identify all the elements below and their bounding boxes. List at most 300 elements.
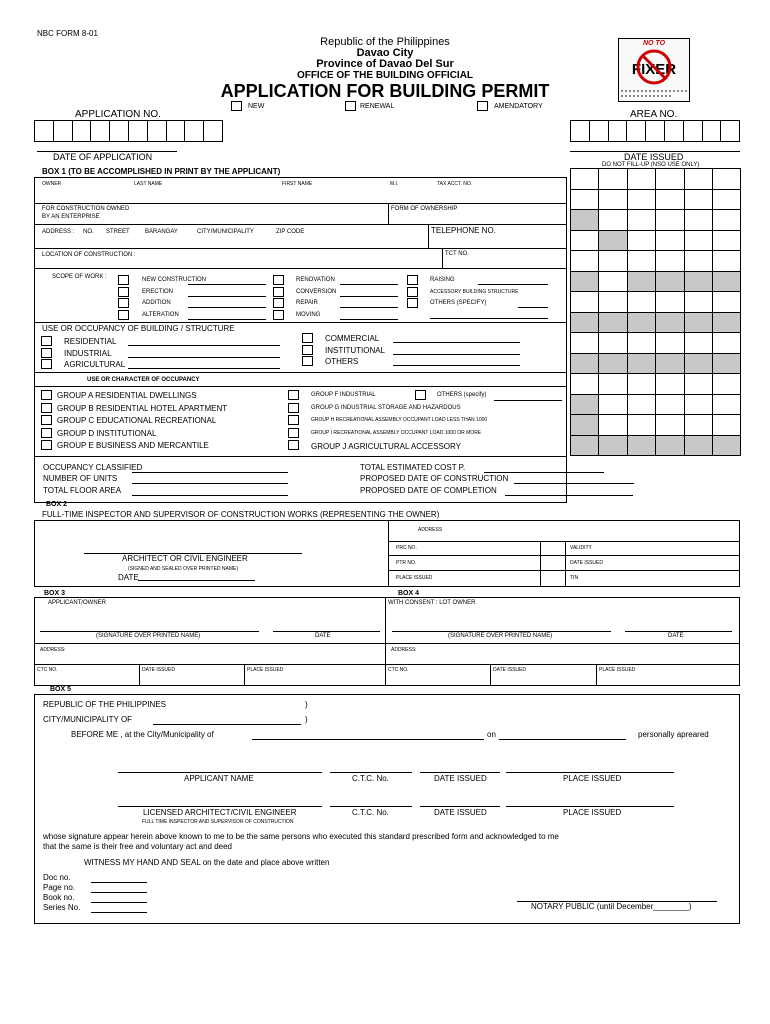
nso-grid-cell	[570, 332, 599, 354]
scope-checkbox[interactable]	[118, 275, 129, 285]
nso-grid-cell	[627, 394, 656, 416]
renewal-checkbox[interactable]	[345, 101, 356, 111]
scope-detail-field[interactable]	[340, 319, 398, 320]
licensed-ctc-label: C.T.C. No.	[352, 808, 389, 817]
total-cost-label: TOTAL ESTIMATED COST P.	[360, 463, 466, 472]
nso-grid-cell	[570, 353, 599, 375]
area-no-digit[interactable]	[626, 120, 646, 142]
application-no-digit[interactable]	[166, 120, 186, 142]
validity-label: VALIDITY	[570, 545, 592, 551]
nso-grid-cell	[627, 435, 656, 457]
on-text: on	[487, 730, 496, 739]
nso-grid-cell	[627, 230, 656, 252]
use-checkbox[interactable]	[302, 356, 313, 366]
nso-grid-cell	[712, 414, 741, 436]
total-floor-area-field[interactable]	[132, 495, 288, 496]
nso-grid-cell	[684, 291, 713, 313]
box4-title: BOX 4	[398, 590, 420, 597]
nso-grid-cell	[684, 250, 713, 272]
nso-grid-cell	[684, 168, 713, 190]
application-no-digit[interactable]	[147, 120, 167, 142]
nso-grid-cell	[627, 189, 656, 211]
nso-grid-cell	[598, 291, 627, 313]
location-label: LOCATION OF CONSTRUCTION :	[42, 252, 136, 258]
full-time-inspector-label: FULL TIME INSPECTOR AND SUPERVISOR OF CONSTRUCTION	[142, 819, 294, 825]
scope-option-label: RAISING	[430, 277, 455, 283]
box3-place-issued-label: PLACE ISSUED	[247, 667, 284, 673]
others-specify-field2[interactable]	[430, 318, 548, 319]
nso-grid-cell	[712, 271, 741, 293]
street-label: STREET	[106, 229, 130, 235]
nso-grid-cell	[627, 332, 656, 354]
series-no-label: Series No.	[43, 903, 81, 912]
nso-grid-cell	[655, 291, 684, 313]
address-label: ADDRESS :	[42, 229, 75, 235]
area-no-digit[interactable]	[589, 120, 609, 142]
scope-checkbox[interactable]	[273, 275, 284, 285]
application-no-digit[interactable]	[53, 120, 73, 142]
nso-grid-cell	[598, 394, 627, 416]
use-option-label: OTHERS	[325, 357, 359, 366]
application-no-digit[interactable]	[128, 120, 148, 142]
total-floor-area-label: TOTAL FLOOR AREA	[43, 486, 122, 495]
new-label: NEW	[248, 103, 265, 110]
application-no-digit[interactable]	[109, 120, 129, 142]
scope-detail-field[interactable]	[188, 296, 266, 297]
logo-word: FIXER	[631, 61, 677, 78]
nso-grid-cell	[712, 373, 741, 395]
box4-place-issued-label: PLACE ISSUED	[599, 667, 636, 673]
nso-grid-cell	[627, 414, 656, 436]
applicant-place-issued-label: PLACE ISSUED	[563, 774, 622, 783]
area-no-digit[interactable]	[683, 120, 703, 142]
application-no-digit[interactable]	[72, 120, 92, 142]
group-checkbox[interactable]	[288, 390, 299, 400]
scope-detail-field[interactable]	[188, 319, 266, 320]
scope-detail-field[interactable]	[188, 284, 266, 285]
area-no-digit[interactable]	[570, 120, 590, 142]
total-cost-field[interactable]	[484, 472, 604, 473]
renewal-label: RENEWAL	[360, 103, 395, 110]
applicant-ctc-field[interactable]	[330, 772, 412, 773]
box3-signature-field[interactable]	[40, 631, 259, 632]
box2-date-label: DATE	[118, 573, 139, 582]
use-detail-field[interactable]	[393, 354, 520, 355]
box4-date-issued-label: DATE ISSUED	[493, 667, 526, 673]
application-no-digit[interactable]	[203, 120, 223, 142]
use-option-label: AGRICULTURAL	[64, 360, 126, 369]
box2-address-label: ADDRESS	[418, 527, 443, 533]
nso-grid-cell	[684, 332, 713, 354]
header-city: Davao City	[356, 47, 414, 59]
scope-checkbox[interactable]	[407, 298, 418, 308]
scope-option-label: ERECTION	[142, 288, 174, 295]
mi-label: M.I.	[390, 181, 399, 187]
nso-grid-cell	[684, 373, 713, 395]
nso-grid-cell	[627, 168, 656, 190]
group-option-label: GROUP I RECREATIONAL ASSEMBLY OCCUPANT LOAD 1000 OR MORE	[311, 429, 482, 436]
area-no-digit[interactable]	[664, 120, 684, 142]
scope-option-label: REPAIR	[296, 300, 318, 306]
nso-grid-cell	[627, 250, 656, 272]
nso-grid-cell	[598, 353, 627, 375]
nso-grid-cell	[570, 271, 599, 293]
box2-subtitle: FULL-TIME INSPECTOR AND SUPERVISOR OF CONSTRUCTION WORKS (REPRESENTING THE OWNER)	[42, 510, 440, 519]
nso-grid-cell	[570, 414, 599, 436]
nso-grid-cell	[712, 250, 741, 272]
page-no-label: Page no.	[43, 883, 76, 892]
telephone-label: TELEPHONE NO.	[431, 226, 496, 235]
nso-grid-cell	[627, 291, 656, 313]
date-issued-label: DATE ISSUED	[624, 152, 684, 162]
others-specify-field[interactable]	[518, 307, 548, 308]
scope-option-label: ACCESSORY BUILDING STRUCTURE	[430, 288, 519, 295]
box2-date-issued-label: DATE ISSUED	[570, 560, 603, 566]
occupancy-classified-field[interactable]	[132, 472, 288, 473]
licensed-date-issued-label: DATE ISSUED	[434, 808, 487, 817]
nso-grid-cell	[655, 168, 684, 190]
box3-date-label: DATE	[315, 633, 331, 639]
lot-owner-consent-label: WITH CONSENT : LOT OWNER	[388, 600, 476, 606]
application-no-digit[interactable]	[90, 120, 110, 142]
nso-grid-cell	[655, 209, 684, 231]
box2-place-issued-label: PLACE ISSUED	[396, 575, 433, 581]
city-municipality-label: CITY/MUNICIPALITY	[197, 229, 254, 235]
before-me-date-field[interactable]	[499, 739, 626, 740]
nso-grid-cell	[570, 209, 599, 231]
nso-grid-cell	[598, 332, 627, 354]
scope-option-label: ADDITION	[142, 300, 171, 306]
nso-grid-cell	[598, 271, 627, 293]
nso-note: DO NOT FILL-UP (NSO USE ONLY)	[602, 162, 700, 168]
nso-grid-cell	[684, 353, 713, 375]
doc-no-field[interactable]	[91, 882, 147, 883]
nso-grid-cell	[712, 209, 741, 231]
use-checkbox[interactable]	[302, 333, 313, 343]
use-checkbox[interactable]	[41, 348, 52, 358]
no-fixer-logo	[618, 38, 690, 102]
scope-checkbox[interactable]	[407, 287, 418, 297]
form-code: NBC FORM 8-01	[37, 29, 98, 38]
box5-republic: REPUBLIC OF THE PHILIPPINES	[43, 700, 166, 709]
nso-grid-cell	[627, 271, 656, 293]
nso-grid-cell	[712, 230, 741, 252]
group-checkbox[interactable]	[41, 428, 52, 438]
scope-checkbox[interactable]	[273, 310, 284, 320]
nso-grid-cell	[655, 332, 684, 354]
nso-grid-cell	[712, 332, 741, 354]
nso-grid-cell	[570, 189, 599, 211]
nso-grid-cell	[598, 230, 627, 252]
scope-checkbox[interactable]	[407, 275, 418, 285]
nso-grid-cell	[655, 373, 684, 395]
area-no-digit[interactable]	[702, 120, 722, 142]
nso-grid-cell	[684, 230, 713, 252]
group-checkbox[interactable]	[288, 440, 299, 450]
area-no-digit[interactable]	[720, 120, 740, 142]
applicant-place-issued-field[interactable]	[506, 772, 674, 773]
proposed-construction-label: PROPOSED DATE OF CONSTRUCTION	[360, 474, 509, 483]
nso-grid-cell	[655, 312, 684, 334]
nso-grid-cell	[684, 189, 713, 211]
proposed-completion-label: PROPOSED DATE OF COMPLETION	[360, 486, 497, 495]
new-checkbox[interactable]	[231, 101, 242, 111]
group-option-label: GROUP C EDUCATIONAL RECREATIONAL	[57, 416, 217, 426]
scope-checkbox[interactable]	[118, 310, 129, 320]
group-checkbox[interactable]	[288, 428, 299, 438]
box5-title: BOX 5	[50, 686, 72, 693]
box3-date-field[interactable]	[273, 631, 380, 632]
others-specify-label: OTHERS (specify)	[437, 392, 487, 398]
book-no-label: Book no.	[43, 893, 75, 902]
logo-label: NO TO	[642, 40, 666, 47]
witness-text: WITNESS MY HAND AND SEAL on the date and place above written	[84, 858, 330, 867]
nso-grid-cell	[570, 373, 599, 395]
nso-grid-cell	[712, 291, 741, 313]
scope-option-label: NEW CONSTRUCTION	[142, 277, 206, 283]
scope-detail-field[interactable]	[188, 307, 266, 308]
box2-date-field[interactable]	[138, 580, 255, 581]
applicant-name-label: APPLICANT NAME	[184, 774, 254, 783]
nso-grid-cell	[712, 435, 741, 457]
raising-field[interactable]	[478, 284, 548, 285]
scope-option-label: ALTERATION	[142, 311, 179, 318]
number-of-units-field[interactable]	[132, 483, 288, 484]
group-checkbox[interactable]	[288, 403, 299, 413]
scope-option-label: RENOVATION	[296, 277, 335, 283]
use-detail-field[interactable]	[128, 368, 280, 369]
nso-grid-cell	[570, 291, 599, 313]
group-checkbox[interactable]	[41, 403, 52, 413]
licensed-label: LICENSED ARCHITECT/CIVIL ENGINEER	[143, 808, 297, 817]
nso-grid-cell	[655, 394, 684, 416]
amendatory-label: AMENDATORY	[494, 103, 543, 110]
scope-of-work-label: SCOPE OF WORK :	[52, 274, 107, 280]
owner-label: OWNER	[42, 181, 62, 187]
nso-grid-cell	[598, 168, 627, 190]
nso-grid-cell	[712, 168, 741, 190]
first-name-label: FIRST NAME	[282, 181, 313, 187]
form-of-ownership-label: FORM OF OWNERSHIP	[391, 206, 458, 212]
group-option-label: GROUP G INDUSTRIAL STORAGE AND HAZARDOUS	[311, 404, 461, 411]
nso-grid-cell	[684, 312, 713, 334]
nso-grid-cell	[684, 414, 713, 436]
use-option-label: RESIDENTIAL	[64, 337, 117, 346]
by-enterprise-label: BY AN ENTERPRISE	[42, 214, 100, 220]
nso-grid-cell	[570, 435, 599, 457]
occupancy-classified-label: OCCUPANCY CLASSIFIED	[43, 463, 143, 472]
scope-checkbox[interactable]	[118, 298, 129, 308]
nso-grid-cell	[712, 394, 741, 416]
personally-appeared-text: personally apreared	[638, 730, 709, 739]
group-checkbox[interactable]	[41, 390, 52, 400]
group-checkbox[interactable]	[41, 415, 52, 425]
use-detail-field[interactable]	[128, 345, 280, 346]
box2-title: BOX 2	[46, 501, 68, 508]
scope-checkbox[interactable]	[273, 298, 284, 308]
nso-grid-cell	[655, 250, 684, 272]
group-option-label: GROUP D INSTITUTIONAL	[57, 428, 157, 438]
group-checkbox[interactable]	[288, 415, 299, 425]
logo-fine-print	[621, 90, 687, 92]
licensed-date-issued-field[interactable]	[420, 806, 500, 807]
box3-title: BOX 3	[44, 590, 66, 597]
nso-grid-cell	[655, 435, 684, 457]
page-title: APPLICATION FOR BUILDING PERMIT	[220, 81, 550, 101]
nso-grid-cell	[655, 414, 684, 436]
date-of-application-label: DATE OF APPLICATION	[53, 152, 153, 162]
series-no-field[interactable]	[91, 912, 147, 913]
area-no-digit[interactable]	[608, 120, 628, 142]
zip-label: ZIP CODE	[276, 229, 305, 235]
scope-detail-field[interactable]	[340, 284, 398, 285]
use-option-label: INSTITUTIONAL	[325, 345, 386, 355]
book-no-field[interactable]	[91, 902, 147, 903]
barangay-label: BARANGAY	[145, 229, 178, 235]
nso-grid-cell	[570, 230, 599, 252]
header-province: Province of Davao Del Sur	[316, 58, 454, 70]
header-republic: Republic of the Philippines	[320, 36, 450, 48]
group-option-label: GROUP A RESIDENTIAL DWELLINGS	[57, 391, 197, 400]
licensed-name-field[interactable]	[118, 806, 322, 807]
nso-grid-cell	[684, 394, 713, 416]
box4-date-field[interactable]	[625, 631, 732, 632]
applicant-date-issued-field[interactable]	[420, 772, 500, 773]
group-option-label: GROUP E BUSINESS AND MERCANTILE	[57, 441, 209, 451]
scope-checkbox[interactable]	[118, 287, 129, 297]
proposed-completion-field[interactable]	[505, 495, 633, 496]
box4-address-label: ADDRESS:	[391, 647, 417, 653]
box4-date-label: DATE	[668, 633, 684, 639]
nso-grid-cell	[570, 394, 599, 416]
others-group-field[interactable]	[494, 400, 562, 401]
before-me-city-field[interactable]	[252, 739, 484, 740]
tax-acct-label: TAX ACCT. NO.	[437, 181, 473, 187]
applicant-name-field[interactable]	[118, 772, 322, 773]
amendatory-checkbox[interactable]	[477, 101, 488, 111]
application-no-label: APPLICATION NO.	[75, 109, 161, 120]
nso-grid-cell	[570, 312, 599, 334]
group-option-label: GROUP H RECREATIONAL ASSEMBLY OCCUPANT LOAD LESS THAN 1000	[311, 417, 488, 424]
scope-detail-field[interactable]	[340, 296, 398, 297]
for-construction-label: FOR CONSTRUCTION OWNED	[42, 206, 130, 212]
page-no-field[interactable]	[91, 892, 147, 893]
nso-grid-cell	[598, 373, 627, 395]
group-option-label: GROUP J AGRICULTURAL ACCESSORY	[311, 442, 461, 452]
box3-date-issued-label: DATE ISSUED	[142, 667, 175, 673]
statement-line1: whose signature appear herein above known to me to be the same persons who executed this standard prescribed form and acknowledged to me	[43, 832, 559, 841]
nso-grid-cell	[570, 250, 599, 272]
use-detail-field[interactable]	[128, 357, 280, 358]
box1-title: BOX 1 (TO BE ACCOMPLISHED IN PRINT BY THE APPLICANT)	[42, 167, 281, 176]
nso-grid-cell	[712, 353, 741, 375]
scope-detail-field[interactable]	[340, 307, 398, 308]
licensed-ctc-field[interactable]	[330, 806, 412, 807]
nso-grid-cell	[598, 189, 627, 211]
last-name-label: LAST NAME	[134, 181, 163, 187]
area-no-label: AREA NO.	[630, 109, 678, 120]
use-option-label: INDUSTRIAL	[64, 348, 112, 358]
character-of-occupancy-title: USE OR CHARACTER OF OCCUPANCY	[87, 377, 200, 383]
box4-sig-label: (SIGNATURE OVER PRINTED NAME)	[448, 633, 553, 639]
box3-sig-label: (SIGNATURE OVER PRINTED NAME)	[96, 633, 201, 639]
box5-city: CITY/MUNICIPALITY OF	[43, 715, 133, 724]
group-option-label: GROUP B RESIDENTIAL HOTEL APARTMENT	[57, 403, 228, 413]
nso-grid-cell	[627, 373, 656, 395]
applicant-ctc-label: C.T.C. No.	[352, 774, 389, 783]
nso-grid-cell	[627, 209, 656, 231]
notary-public-label: NOTARY PUBLIC (until December________)	[531, 902, 692, 911]
nso-grid-cell	[598, 250, 627, 272]
nso-grid-cell	[598, 435, 627, 457]
box3-address-label: ADDRESS:	[40, 647, 66, 653]
licensed-place-issued-label: PLACE ISSUED	[563, 808, 622, 817]
licensed-place-issued-field[interactable]	[506, 806, 674, 807]
use-detail-field[interactable]	[393, 342, 520, 343]
use-checkbox[interactable]	[41, 359, 52, 369]
nso-grid-cell	[684, 435, 713, 457]
tct-label: TCT NO.	[445, 251, 469, 257]
use-detail-field[interactable]	[393, 365, 520, 366]
applicant-date-issued-label: DATE ISSUED	[434, 774, 487, 783]
applicant-owner-label: APPLICANT/OWNER	[48, 600, 107, 606]
box5-city-field[interactable]	[153, 724, 301, 725]
area-no-digit[interactable]	[645, 120, 665, 142]
nso-grid-cell	[655, 189, 684, 211]
nso-grid-cell	[598, 414, 627, 436]
application-no-digit[interactable]	[184, 120, 204, 142]
others-group-checkbox[interactable]	[415, 390, 426, 400]
scope-option-label: OTHERS (SPECIFY)	[430, 300, 487, 306]
box3-ctc-label: CTC NO.	[37, 667, 58, 673]
scope-option-label: CONVERSION	[296, 288, 337, 295]
scope-option-label: MOVING	[296, 311, 321, 318]
use-checkbox[interactable]	[302, 345, 313, 355]
box4-signature-field[interactable]	[392, 631, 611, 632]
nso-grid-cell	[627, 353, 656, 375]
proposed-construction-field[interactable]	[514, 483, 634, 484]
no-symbol-icon	[619, 47, 689, 87]
nso-grid-cell	[570, 168, 599, 190]
statement-line2: that the same is their free and voluntary act and deed	[43, 842, 233, 851]
use-occupancy-title: USE OR OCCUPANCY OF BUILDING / STRUCTURE	[42, 324, 235, 333]
tin-label: TIN	[570, 575, 579, 581]
scope-checkbox[interactable]	[273, 287, 284, 297]
doc-no-label: Doc no.	[43, 873, 71, 882]
nso-grid-cell	[598, 209, 627, 231]
box4-ctc-label: CTC NO.	[388, 667, 409, 673]
nso-grid-cell	[712, 189, 741, 211]
before-me-text: BEFORE ME , at the City/Municipality of	[71, 730, 214, 739]
use-checkbox[interactable]	[41, 336, 52, 346]
ptr-label: PTR NO.	[396, 560, 417, 566]
nso-grid-cell	[655, 271, 684, 293]
nso-grid-cell	[684, 209, 713, 231]
address-no-label: NO.	[83, 229, 94, 235]
architect-label: ARCHITECT OR CIVIL ENGINEER	[122, 554, 248, 563]
prc-label: PRC NO.	[396, 545, 417, 551]
nso-grid-cell	[627, 312, 656, 334]
nso-grid-cell	[655, 230, 684, 252]
application-no-digit[interactable]	[34, 120, 54, 142]
group-option-label: GROUP F INDUSTRIAL	[311, 392, 376, 398]
use-option-label: COMMERCIAL	[325, 334, 380, 343]
group-checkbox[interactable]	[41, 440, 52, 450]
nso-grid-cell	[655, 353, 684, 375]
number-of-units-label: NUMBER OF UNITS	[43, 474, 118, 483]
nso-grid-cell	[712, 312, 741, 334]
nso-grid-cell	[598, 312, 627, 334]
